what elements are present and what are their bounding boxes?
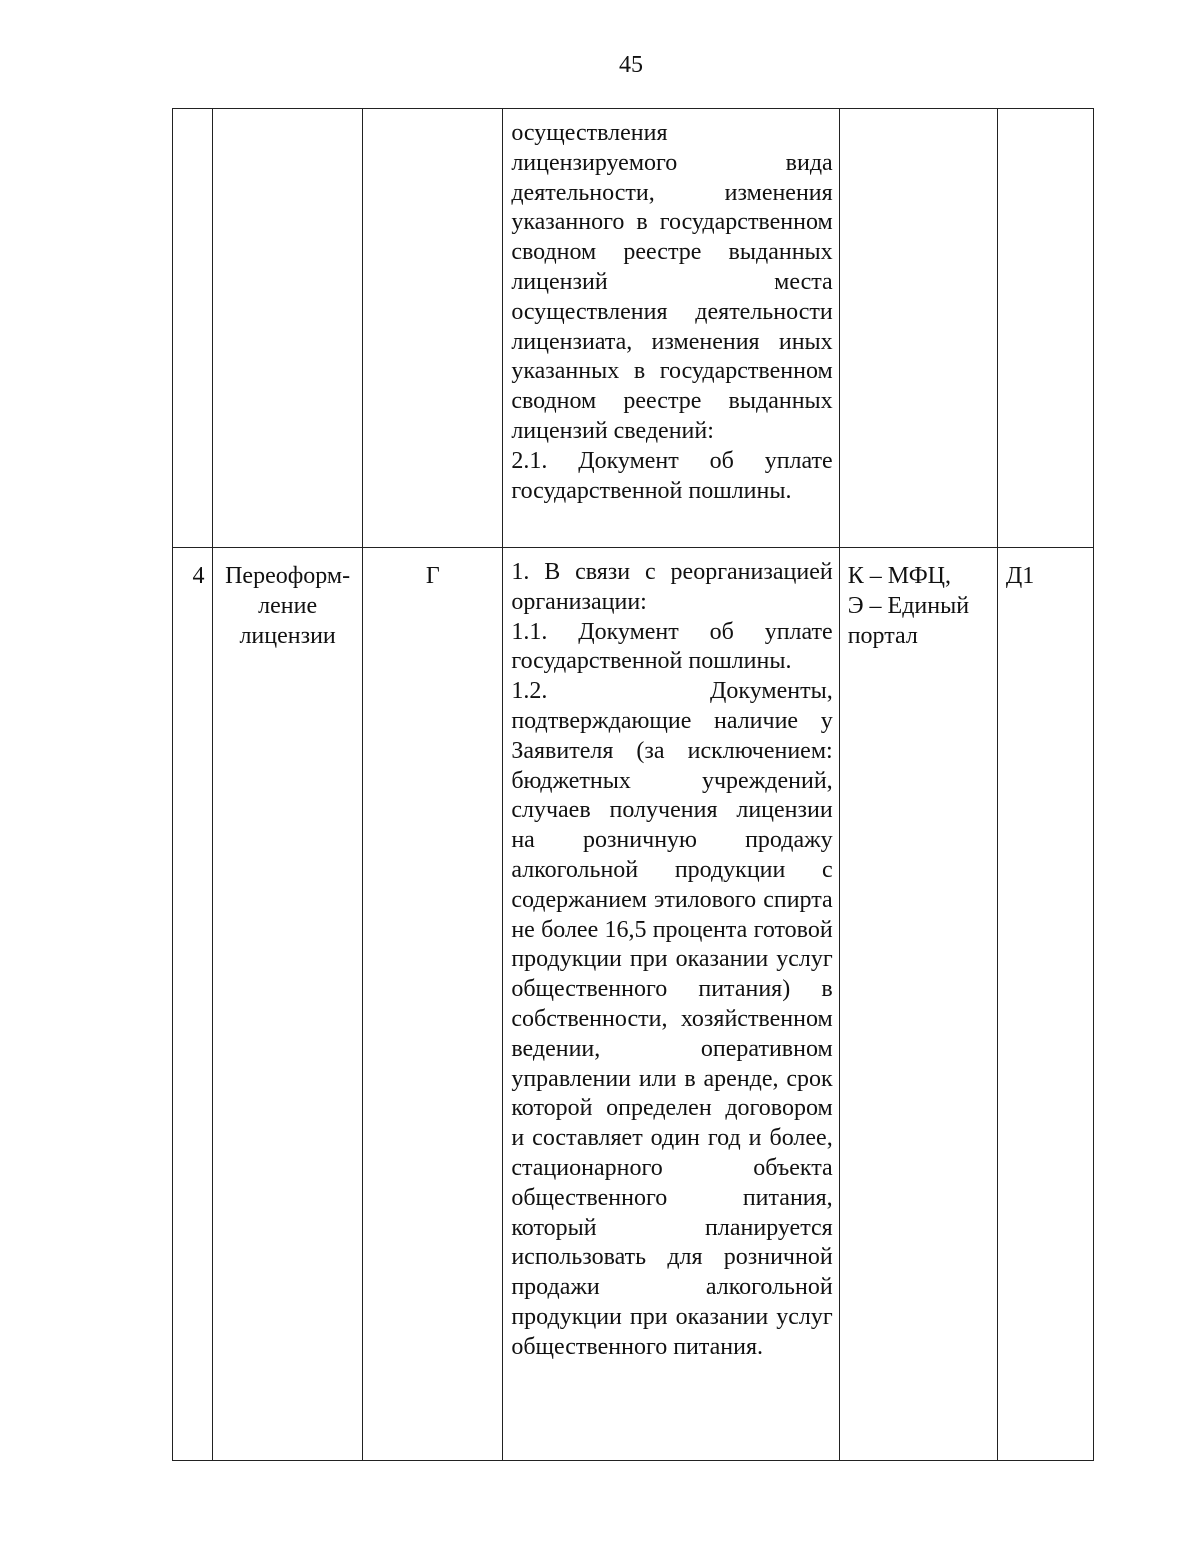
service-code-cell	[363, 109, 503, 548]
row-number-cell	[173, 109, 213, 548]
table-row	[173, 109, 1094, 548]
documents-item: 2.1. Документ об уплате государственной пошлины.	[511, 447, 833, 504]
service-code-cell: Г	[363, 548, 503, 1461]
row-number-cell: 4	[173, 548, 213, 1461]
service-name-cell: Переоформ-ление лицензии	[213, 548, 363, 1461]
service-name-cell	[213, 109, 363, 548]
channel-mfc: К – МФЦ,	[847, 563, 952, 589]
result-cell	[997, 109, 1093, 548]
result-cell: Д1	[997, 548, 1093, 1461]
channels-cell	[839, 548, 997, 1461]
documents-text: осуществления лицензируемого вида деятельности, изменения указанного в государственном сводном реестре выданных лицензий места осуществления деятельности лицензиата, изменения иных указанных в государственном сводном реестре выданных лицензий сведений:	[511, 120, 833, 444]
table-row	[173, 548, 1094, 1461]
documents-cell	[503, 548, 839, 1461]
documents-item: 1.1. Документ об уплате государственной пошлины.	[511, 618, 833, 675]
services-table	[172, 108, 1094, 1461]
channel-portal: Э – Единый портал	[847, 592, 970, 649]
documents-cell	[503, 109, 839, 548]
documents-intro: 1. В связи с реорганизацией организации:	[511, 559, 833, 615]
channels-cell	[839, 109, 997, 548]
page-number: 45	[619, 52, 643, 78]
documents-item: 1.2. Документы, подтверждающие наличие у Заявителя (за исключением: бюджетных учреждений, случаев получения лицензии на розничную продажу алкогольной продукции с содержанием этилового спирта не более 16,5 процента готовой продукции при оказании услуг общественного питания) в собственности, хозяйственном ведении, оперативном управлении или в аренде, срок которой определен договором и составляет один год и более, стационарного объекта общественного питания, который планируется использовать для розничной продажи алкогольной продукции при оказании услуг общественного питания.	[511, 678, 833, 1360]
